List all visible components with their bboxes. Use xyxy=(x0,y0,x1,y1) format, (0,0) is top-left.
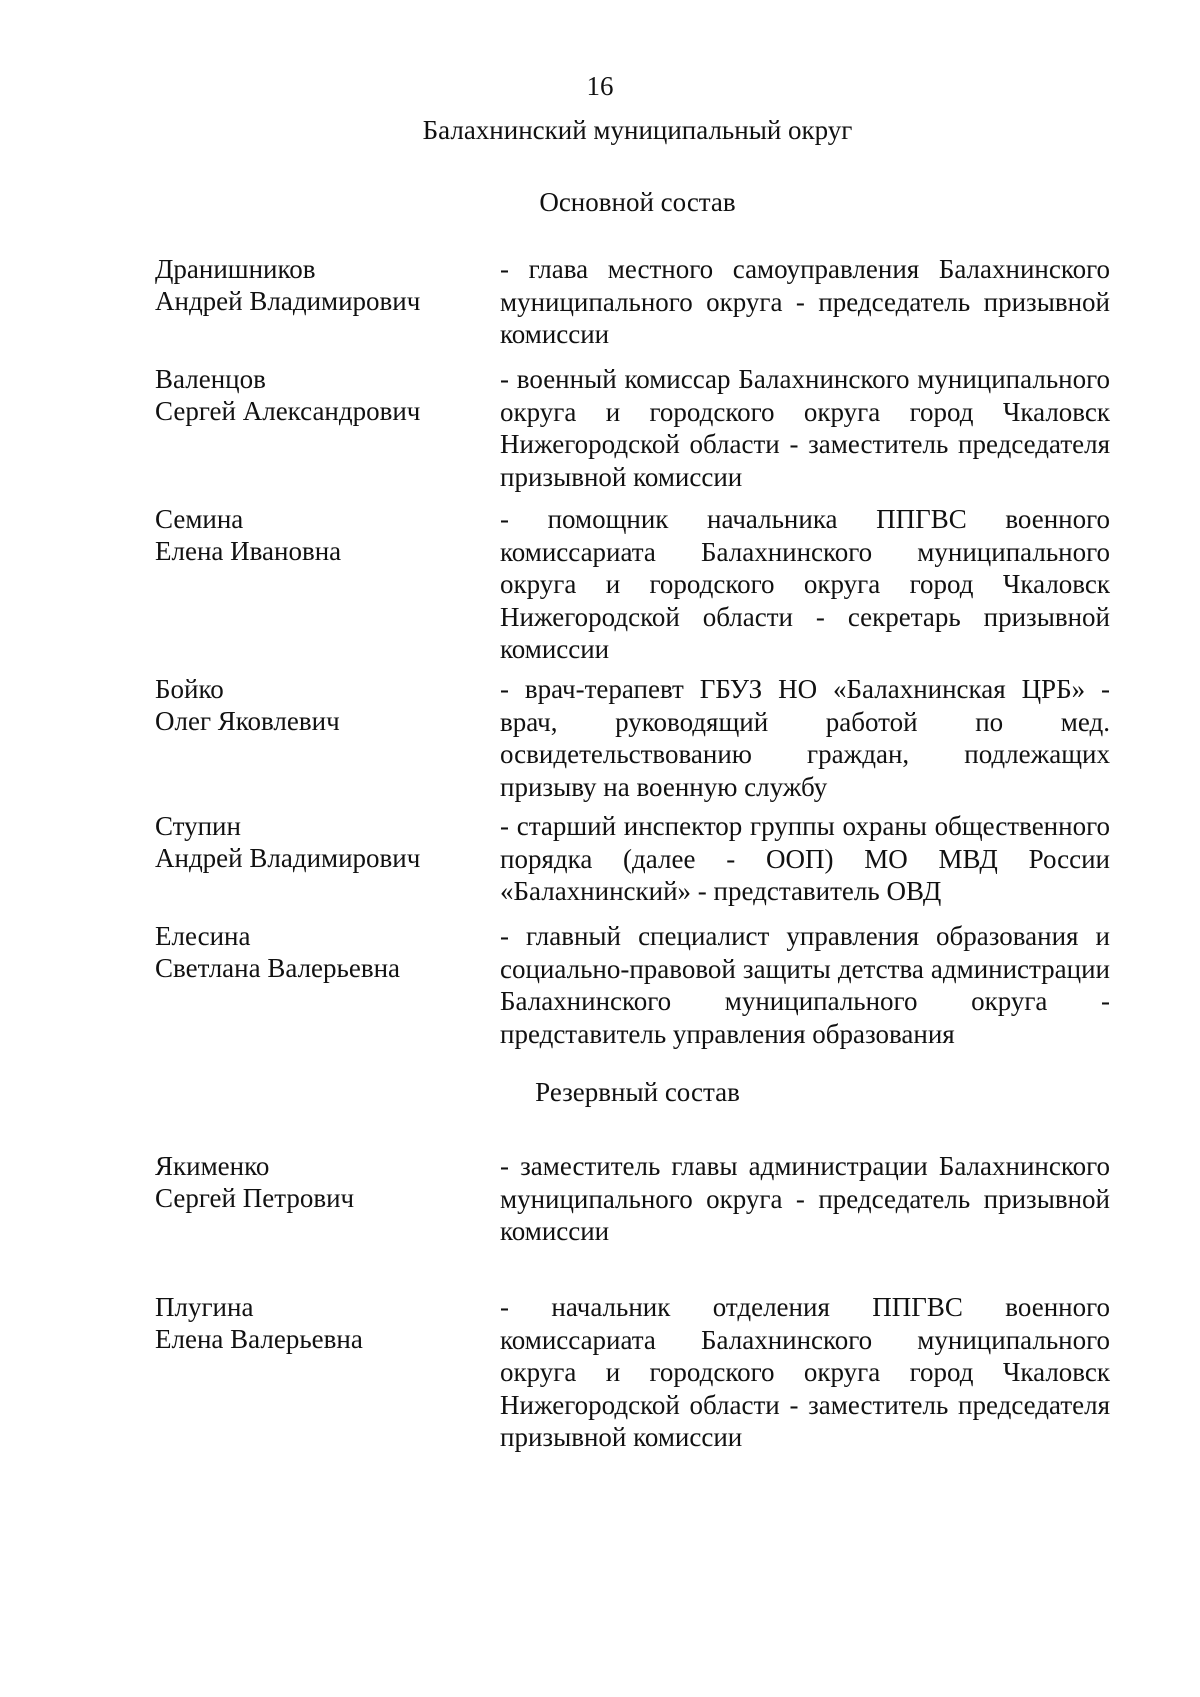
member-surname: Елесина xyxy=(155,921,251,951)
member-role: - врач-терапевт ГБУЗ НО «Балахнинская ЦРБ» - врач, руководящий работой по мед. освидетельствованию граждан, подлежащих призыву на военную службу xyxy=(500,674,1110,802)
member-name xyxy=(155,363,485,427)
member-given-names: Олег Яковлевич xyxy=(155,706,340,736)
member-surname: Дранишников xyxy=(155,254,316,284)
member-role: - помощник начальника ППГВС военного комиссариата Балахнинского муниципального округа и городского округа город Чкаловск Нижегородской области - секретарь призывной комиссии xyxy=(500,504,1110,664)
member-surname: Бойко xyxy=(155,674,224,704)
member-given-names: Елена Ивановна xyxy=(155,536,342,566)
member-role: - начальник отделения ППГВС военного комиссариата Балахнинского муниципального округа и городского округа город Чкаловск Нижегородской области - заместитель председателя призывной комиссии xyxy=(500,1292,1110,1452)
member-surname: Семина xyxy=(155,504,244,534)
member-given-names: Сергей Петрович xyxy=(155,1183,355,1213)
member-role: - главный специалист управления образования и социально-правовой защиты детства администрации Балахнинского муниципального округа - представитель управления образования xyxy=(500,921,1110,1049)
member-surname: Валенцов xyxy=(155,364,266,394)
page-number: 16 xyxy=(586,71,614,101)
member-given-names: Светлана Валерьевна xyxy=(155,953,401,983)
member-given-names: Елена Валерьевна xyxy=(155,1324,363,1354)
member-role: - военный комиссар Балахнинского муниципального округа и городского округа город Чкаловск Нижегородской области - заместитель председателя призывной комиссии xyxy=(500,364,1110,492)
member-role: - старший инспектор группы охраны общественного порядка (далее - ООП) МО МВД России «Балахнинский» - представитель ОВД xyxy=(500,811,1110,906)
member-given-names: Андрей Владимирович xyxy=(155,286,421,316)
member-name xyxy=(155,810,485,874)
main-composition-title: Основной состав xyxy=(539,187,736,217)
member-given-names: Сергей Александрович xyxy=(155,396,421,426)
reserve-composition-title: Резервный состав xyxy=(535,1077,740,1107)
member-role: - глава местного самоуправления Балахнинского муниципального округа - председатель призывной комиссии xyxy=(500,254,1110,349)
district-title: Балахнинский муниципальный округ xyxy=(422,115,853,145)
member-name xyxy=(155,673,485,737)
member-given-names: Андрей Владимирович xyxy=(155,843,421,873)
member-name xyxy=(155,1291,485,1355)
member-surname: Ступин xyxy=(155,811,241,841)
member-name xyxy=(155,1150,485,1214)
member-name xyxy=(155,503,485,567)
member-name xyxy=(155,920,485,984)
member-name xyxy=(155,253,485,317)
member-surname: Якименко xyxy=(155,1151,270,1181)
member-surname: Плугина xyxy=(155,1292,254,1322)
member-role: - заместитель главы администрации Балахнинского муниципального округа - председатель призывной комиссии xyxy=(500,1151,1110,1246)
